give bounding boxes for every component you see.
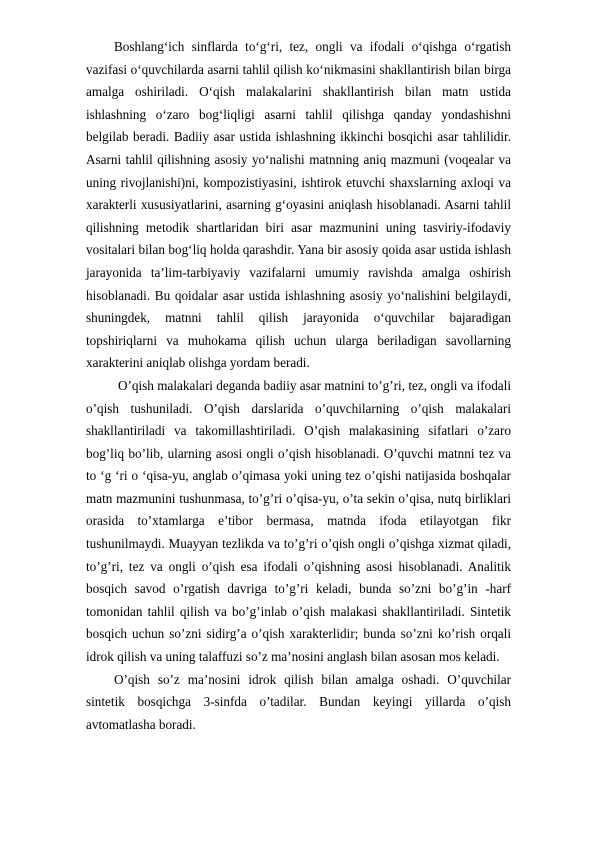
paragraph-analysis: Boshlang‘ich sinflarda to‘g‘ri, tez, ongli va ifodali o‘qishga o‘rgatish vazifasi o‘quvchilarda asarni tahlil qilish ko‘nikmasini shakllantirish bilan birga amalga oshiriladi. O‘qish malakalarini shakllantirish bilan matn ustida ishlashning o‘zaro bog‘liqligi asarni tahlil qilishga qanday yondashishni belgilab beradi. Badiiy asar ustida ishlashning ikkinchi bosqichi asar tahlilidir. Asarni tahlil qilishning asosiy yo‘nalishi matnning aniq mazmuni (voqealar va uning rivojlanishi)ni, kompozistiyasini, ishtirok etuvchi shaxslarning axloqi va xarakterli xususiyatlarini, asarning g‘oyasini aniqlash hisoblanadi. Asarni tahlil qilishning metodik shartlaridan biri asar mazmunini uning tasviriy-ifodaviy vositalari bilan bog‘liq holda qarashdir. Yana bir asosiy qoida asar ustida ishlash jarayonida ta’lim-tarbiyaviy vazifalarni umumiy ravishda amalga oshirish hisoblanadi. Bu qoidalar asar ustida ishlashning asosiy yo‘nalishini belgilaydi, shuningdek, matnni tahlil qilish jarayonida o‘quvchilar bajaradigan topshiriqlarni va muhokama qilish uchun ularga beriladigan savollarning xarakterini aniqlab olishga yordam beradi. — [86, 39, 511, 371]
paragraph-reading-skills: O’qish malakalari deganda badiiy asar matnini to’g’ri, tez, ongli va ifodali o’qish tushuniladi. O’qish darslarida o’quvchilarning o’qish malakalari shakllantiriladi va takomillashtiriladi. O’qish malakasining sifatlari o’zaro bog’liq bo’lib, ularning asosi ongli o’qish hisoblanadi. O’quvchi matnni tez va to ‘g ‘ri o ‘qisa-yu, anglab o’qimasa yoki uning tez o’qishi natijasida boshqalar matn mazmunini tushunmasa, to’g’ri o’qisa-yu, o’ta sekin o’qisa, nutq birliklari orasida to’xtamlarga e’tibor bermasa, matnda ifoda etilayotgan fikr tushunilmaydi. Muayyan tezlikda va to’g’ri o’qish ongli o’qishga xizmat qiladi, to’g’ri, tez va ongli o’qish esa ifodali o’qishning asosi hisoblanadi. Analitik bosqich savod o’rgatish davriga to’g’ri keladi, bunda so’zni bo’g’in -harf tomonidan tahlil qilish va bo’g’inlab o’qish malakasi shakllantiriladi. Sintetik bosqich uchun so’zni sidirg’a o’qish xarakterlidir; bunda so’zni ko’rish orqali idrok qilish va uning talaffuzi so’z ma’nosini anglash bilan asosan mos keladi. — [86, 377, 511, 665]
paragraph-synthetic-stage: O’qish so’z ma’nosini idrok qilish bilan amalga oshadi. O’quvchilar sintetik bosqichga 3-sinfda o’tadilar. Bundan keyingi yillarda o’qish avtomatlasha boradi. — [86, 671, 511, 732]
document-page — [86, 36, 511, 736]
